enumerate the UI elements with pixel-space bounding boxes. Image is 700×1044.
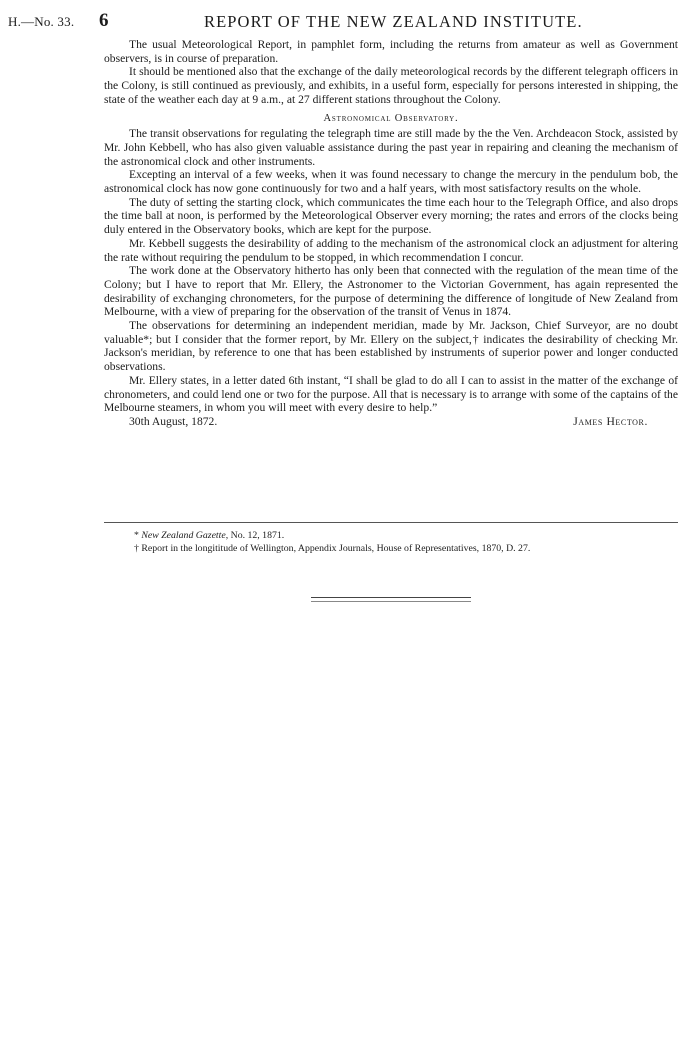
footnote-detail: , No. 12, 1871.: [225, 530, 285, 541]
paragraph-transit-observations: The transit observations for regulating the telegraph time are still made by the the Ven. Archdeacon Stock, assisted by Mr. John Kebbell, who has also given valuable assistance during the past year in repairing and cleaning the mechanism of the astronomical clock and other instruments.: [104, 127, 678, 168]
paragraph-meteorological-report: The usual Meteorological Report, in pamphlet form, including the returns from amateur as well as Government observers, is in course of preparation.: [104, 38, 678, 65]
page-title: REPORT OF THE NEW ZEALAND INSTITUTE.: [204, 12, 583, 31]
footnote-longitude-report: † Report in the longititude of Wellington, Appendix Journals, House of Representatives, 1870, D. 27.: [134, 542, 531, 554]
end-rule: [311, 597, 471, 598]
paragraph-meridian: The observations for determining an independent meridian, made by Mr. Jackson, Chief Surveyor, are no doubt valuable*; but I consider that the former report, by Mr. Ellery on the subject,† indicates the desirability of checking Mr. Jackson's meridian, by reference to one that has been established by instruments of superior power and longer conducted observations.: [104, 319, 678, 374]
report-body: [104, 38, 678, 429]
end-rule-secondary: [311, 601, 471, 602]
footnote-gazette: [134, 530, 678, 543]
page-number: 6: [99, 10, 109, 31]
paragraph-starting-clock: The duty of setting the starting clock, which communicates the time each hour to the Telegraph Office, and also drops the time ball at noon, is performed by the Meteorological Observer every morning; the rates and errors of the clocks being duly entered in the Observatory books, which are kept for the purpose.: [104, 195, 678, 237]
footnote-source: New Zealand Gazette: [141, 530, 226, 541]
paragraph-ellery-letter: Mr. Ellery states, in a letter dated 6th instant, “I shall be glad to do all I can to assist in the matter of the exchange of chronometers, and could lend one or two for the purpose. All that is necessary is to arrange with some of the captains of the Melbourne steamers, in whom you will meet with every desire to help.”: [104, 373, 678, 415]
signature: James Hector.: [573, 414, 648, 428]
paragraph-telegraph-records: It should be mentioned also that the exchange of the daily meteorological records by the different telegraph officers in the Colony, is still continued as previously, and exhibits, in a useful form, especially for persons interested in shipping, the state of the weather each day at 9 a.m., at 27 different stations throughout the Colony.: [104, 65, 678, 106]
paragraph-astronomical-clock: Excepting an interval of a few weeks, when it was found necessary to change the mercury in the pendulum bob, the astronomical clock has now gone continuously for two and a half years, with most satisfactory results on the whole.: [104, 168, 678, 196]
footnote-divider: [104, 522, 678, 523]
document-reference: H.—No. 33.: [8, 14, 75, 29]
paragraph-observatory-work: The work done at the Observatory hitherto has only been that connected with the regulation of the mean time of the Colony; but I have to report that Mr. Ellery, the Astronomer to the Victorian Government, has again represented the desirability of exchanging chronometers, for the purpose of determining the difference of longitude of New Zealand from Melbourne, with a view of preparing for the observation of the transit of Venus in 1874.: [104, 264, 678, 319]
page-header: [8, 10, 684, 36]
paragraph-kebbell-suggestion: Mr. Kebbell suggests the desirability of adding to the mechanism of the astronomical clock an adjustment for altering the rate without requiring the pendulum to be stopped, in which recommendation I concur.: [104, 236, 678, 264]
report-date: 30th August, 1872.: [129, 414, 218, 428]
date-signature-line: [104, 415, 678, 429]
footnotes: [134, 530, 678, 555]
section-heading: Astronomical Observatory.: [323, 112, 459, 124]
footnote-mark: *: [134, 530, 142, 541]
